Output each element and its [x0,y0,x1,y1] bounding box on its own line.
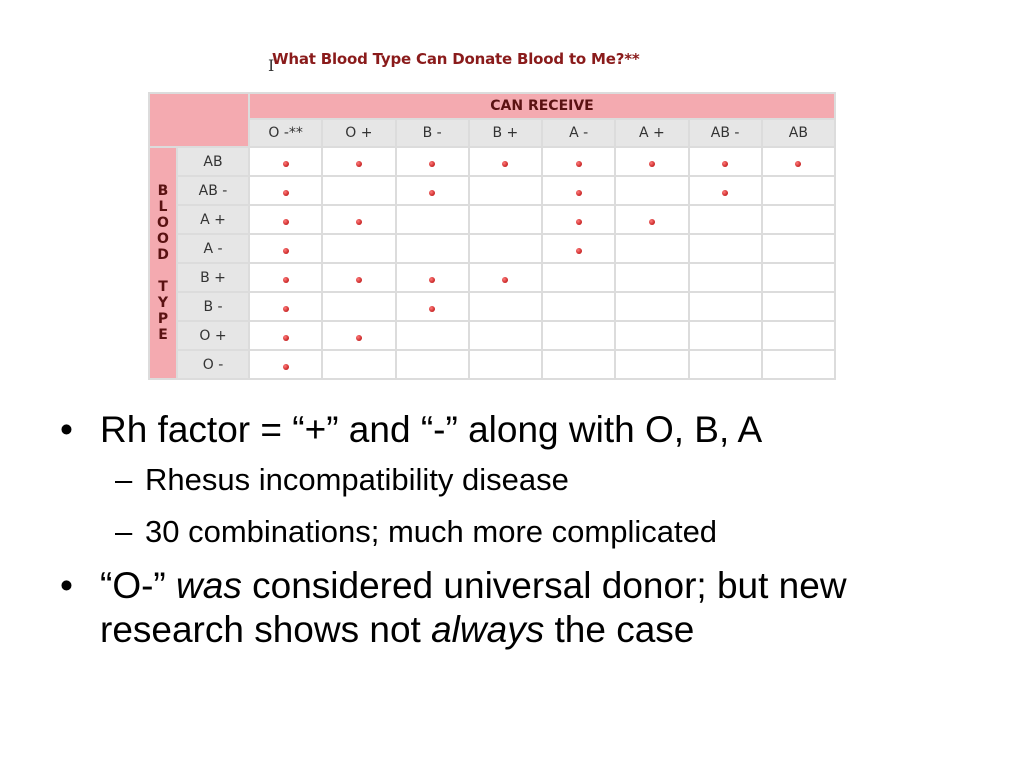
side-letter: D [157,247,169,263]
compat-cell [690,351,761,378]
compat-cell [250,148,321,175]
donor-type-header: B + [178,264,248,291]
side-letter: Y [157,295,169,311]
compat-cell [616,235,687,262]
compat-cell [250,177,321,204]
chart-title: What Blood Type Can Donate Blood to Me?** [272,50,640,68]
compat-cell [543,351,614,378]
subbullet-text: Rhesus incompatibility disease [145,462,569,497]
compat-cell [470,293,541,320]
compat-cell [763,293,834,320]
compat-cell [690,322,761,349]
compat-cell [690,264,761,291]
compatible-dot-icon [649,161,655,167]
compatible-dot-icon [429,277,435,283]
side-letter: P [157,311,169,327]
table-corner [150,94,248,146]
donor-type-header: AB [178,148,248,175]
compat-cell [616,264,687,291]
side-letter: O [157,215,169,231]
compat-cell [543,177,614,204]
compat-cell [250,293,321,320]
bullet-text-a: “O-” [100,565,177,606]
compat-cell [470,322,541,349]
donor-type-header: A - [178,235,248,262]
compatible-dot-icon [649,219,655,225]
compat-cell [470,235,541,262]
compat-cell [690,148,761,175]
compatible-dot-icon [576,248,582,254]
donor-type-header: A + [178,206,248,233]
bullet-text-c: considered universal donor; but new research shows not [100,565,847,650]
compat-cell [323,177,394,204]
compat-cell [543,148,614,175]
compatible-dot-icon [356,277,362,283]
table-row [150,293,834,320]
compat-cell [690,206,761,233]
compat-cell [323,322,394,349]
bullet-mark: • [60,409,73,450]
dash-mark: – [115,462,133,497]
compat-cell [470,264,541,291]
side-letter: E [158,327,168,343]
receiver-type-header: O -** [250,120,321,146]
compatible-dot-icon [502,161,508,167]
text-cursor-icon: I [268,56,275,75]
emphasis-always: always [431,609,545,650]
dash-mark: – [115,514,133,549]
compatible-dot-icon [283,190,289,196]
compat-cell [763,235,834,262]
compat-cell [397,148,468,175]
blood-type-side-label [150,148,176,378]
bullet-universal-donor [60,564,960,652]
compat-cell [763,206,834,233]
can-receive-header: CAN RECEIVE [250,94,834,118]
donor-type-header: O - [178,351,248,378]
table-row [150,148,834,175]
compat-cell [397,351,468,378]
compatible-dot-icon [356,161,362,167]
compat-cell [250,322,321,349]
compat-cell [397,206,468,233]
slide-bullets [60,408,960,652]
compatible-dot-icon [576,190,582,196]
receiver-type-header: B - [397,120,468,146]
compatible-dot-icon [502,277,508,283]
compatible-dot-icon [576,219,582,225]
compat-cell [470,177,541,204]
blood-compatibility-table [148,92,836,380]
compatible-dot-icon [283,277,289,283]
compat-cell [543,322,614,349]
side-letter: T [158,279,168,295]
table-row [150,177,834,204]
compat-cell [397,293,468,320]
compat-cell [323,148,394,175]
compat-cell [323,264,394,291]
receiver-type-header: A + [616,120,687,146]
compat-cell [690,177,761,204]
compat-cell [616,351,687,378]
compatible-dot-icon [356,335,362,341]
compat-cell [763,148,834,175]
compat-cell [397,264,468,291]
table-row [150,235,834,262]
emphasis-was: was [176,565,242,606]
receiver-header-row [150,120,834,146]
compat-cell [250,235,321,262]
side-letter: L [158,199,168,215]
compat-cell [763,351,834,378]
compat-cell [397,177,468,204]
compatible-dot-icon [429,161,435,167]
compat-cell [323,293,394,320]
subbullet-combinations [60,512,960,552]
compatible-dot-icon [722,161,728,167]
compatible-dot-icon [795,161,801,167]
compat-cell [763,177,834,204]
compat-cell [543,264,614,291]
donor-type-header: AB - [178,177,248,204]
compatible-dot-icon [722,190,728,196]
compat-cell [323,351,394,378]
bullet-text: Rh factor = “+” and “-” along with O, B, A [100,409,763,450]
receiver-type-header: AB - [690,120,761,146]
side-letter: O [157,231,169,247]
compatible-dot-icon [283,364,289,370]
compat-cell [616,322,687,349]
compat-cell [543,206,614,233]
compat-cell [763,264,834,291]
compat-cell [470,148,541,175]
compat-cell [323,235,394,262]
compat-cell [616,177,687,204]
receiver-type-header: O + [323,120,394,146]
table-row [150,351,834,378]
receiver-type-header: B + [470,120,541,146]
compat-cell [690,293,761,320]
compat-cell [763,322,834,349]
receiver-type-header: A - [543,120,614,146]
side-letter [150,263,176,279]
subbullet-rhesus [60,460,960,500]
compatible-dot-icon [283,161,289,167]
compat-cell [543,293,614,320]
compatible-dot-icon [283,219,289,225]
compat-cell [616,148,687,175]
table-row [150,322,834,349]
compat-cell [250,264,321,291]
compatible-dot-icon [429,306,435,312]
compat-cell [250,351,321,378]
bullet-rh-factor [60,408,960,452]
bullet-text-e: the case [544,609,695,650]
compat-cell [397,322,468,349]
compat-cell [250,206,321,233]
compat-cell [616,206,687,233]
compat-cell [690,235,761,262]
compat-cell [470,351,541,378]
compatible-dot-icon [283,306,289,312]
subbullet-text: 30 combinations; much more complicated [145,514,718,549]
compat-cell [543,235,614,262]
table-row [150,264,834,291]
receiver-type-header: AB [763,120,834,146]
compatible-dot-icon [356,219,362,225]
side-letter: B [157,183,169,199]
compatible-dot-icon [283,248,289,254]
compatible-dot-icon [429,190,435,196]
compat-cell [323,206,394,233]
compat-cell [616,293,687,320]
compat-cell [470,206,541,233]
donor-type-header: O + [178,322,248,349]
compat-cell [397,235,468,262]
compatible-dot-icon [283,335,289,341]
bullet-mark: • [60,565,73,606]
donor-type-header: B - [178,293,248,320]
table-row [150,206,834,233]
compatible-dot-icon [576,161,582,167]
